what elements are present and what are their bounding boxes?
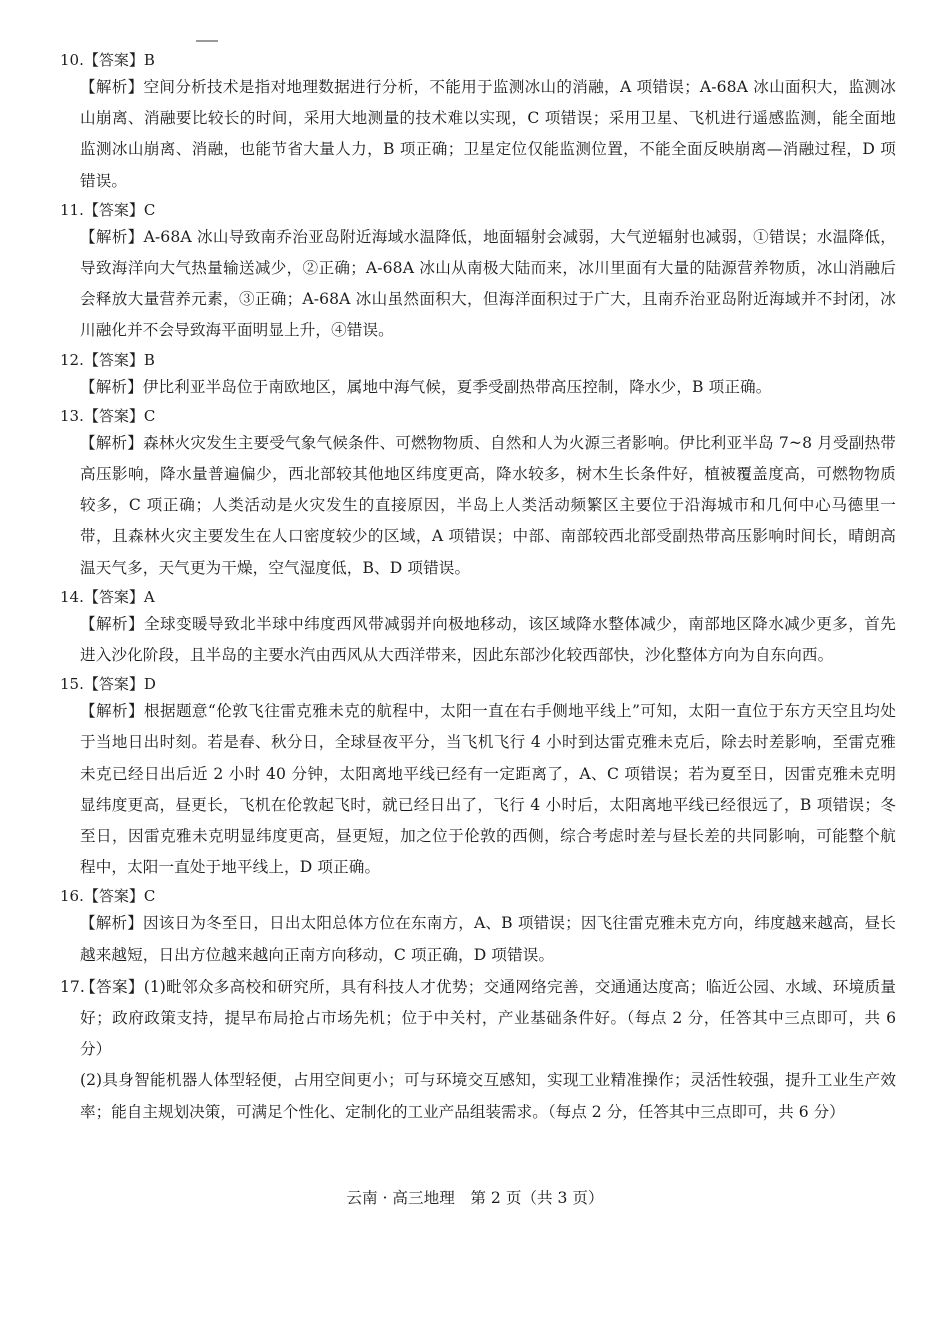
question-14 — [60, 585, 896, 672]
question-13 — [60, 404, 896, 585]
answer-line — [60, 198, 896, 222]
answer-text: 【答案】(1)毗邻众多高校和研究所，具有科技人才优势；交通网络完善，交通通达度高；临近公园、水域、环境质量好；政府政策支持，提早布局抢占市场先机；位于中关村，产业基础条件好。（每点 2 分，任答其中三点即可，共 6 分） — [80, 977, 896, 1059]
answer-line — [60, 404, 896, 428]
answer-text: 【答案】C — [83, 200, 156, 219]
question-15 — [60, 672, 896, 884]
answer-line — [60, 884, 896, 908]
question-number: 15. — [60, 675, 84, 694]
explanation-text: 【解析】因该日为冬至日，日出太阳总体方位在东南方，A、B 项错误；因飞往雷克雅未克方向，纬度越来越高，昼长越来越短，日出方位越来越向正南方向移动，C 项正确，D 项错误。 — [80, 914, 896, 964]
answer-text: 【答案】D — [83, 675, 156, 694]
answer-text: 【答案】C — [83, 406, 156, 425]
question-number: 10. — [60, 51, 84, 69]
explanation-text: 【解析】全球变暖导致北半球中纬度西风带减弱并向极地移动，该区域降水整体减少，南部地区降水减少更多，首先进入沙化阶段，且半岛的主要水汽由西风从大西洋带来，因此东部沙化较西部快，沙化整体方向为自东向西。 — [80, 614, 896, 665]
question-number: 14. — [60, 587, 84, 606]
explanation-text: 【解析】伊比利亚半岛位于南欧地区，属地中海气候，夏季受副热带高压控制，降水少，B 项正确。 — [80, 377, 772, 396]
answer-text: 【答案】C — [83, 887, 156, 906]
question-12 — [60, 348, 896, 404]
answer-line — [60, 585, 896, 609]
answer-text: 【答案】B — [83, 350, 155, 369]
explanation-text: 【解析】根据题意“伦敦飞往雷克雅未克的航程中，太阳一直在右手侧地平线上”可知，太阳一直位于东方天空且均处于当地日出时刻。若是春、秋分日，全球昼夜平分，当飞机飞行 4 小时到达雷克雅未克后，除去时差影响，至雷克雅未克已经日出后近 2 小时 40 分钟，太阳离地平线已经有一定距离了，A、C 项错误；若为夏至日，因雷克雅未克明显纬度更高，昼更长，飞机在伦敦起飞时，就已经日出了，飞行 4 小时后，太阳离地平线已经很远了，B 项错误；冬至日，因雷克雅未克明显纬度更高，昼更短，加之位于伦敦的西侧，综合考虑时差与昼长差的共同影响，可能整个航程中，太阳一直处于地平线上，D 项正确。 — [80, 702, 896, 877]
question-17 — [60, 972, 896, 1128]
explanation-text: 【解析】A-68A 冰山导致南乔治亚岛附近海域水温降低，地面辐射会减弱，大气逆辐射也减弱，①错误；水温降低，导致海洋向大气热量输送减少，②正确；A-68A 冰山从南极大陆而来，冰川里面有大量的陆源营养物质，冰山消融后会释放大量营养元素，③正确；A-68A 冰山虽然面积大，但海洋面积过于广大，且南乔治亚岛附近海域并不封闭，冰川融化并不会导致海平面明显上升，④错误。 — [80, 227, 896, 340]
question-number: 11. — [60, 200, 84, 219]
explanation-text: 【解析】空间分析技术是指对地理数据进行分析，不能用于监测冰山的消融，A 项错误；A-68A 冰山面积大，监测冰山崩离、消融要比较长的时间，采用大地测量的技术难以实现，C 项错误；采用卫星、飞机进行遥感监测，能全面地监测冰山崩离、消融，也能节省大量人力，B 项正确；卫星定位仅能监测位置，不能全面反映崩离—消融过程，D 项错误。 — [80, 78, 896, 190]
question-11 — [60, 198, 896, 348]
answer-line — [60, 672, 896, 696]
answer-content — [60, 48, 896, 1128]
question-16 — [60, 884, 896, 971]
answer-text: 【答案】B — [83, 51, 155, 69]
question-number: 16. — [60, 887, 84, 906]
page-footer: 云南 · 高三地理 第 2 页（共 3 页） — [346, 1189, 604, 1207]
answer-paragraph-2: (2)具身智能机器人体型轻便，占用空间更小；可与环境交互感知，实现工业精准操作；灵活性较强，提升工业生产效率；能自主规划决策，可满足个性化、定制化的工业产品组装需求。（每点 2 分，任答其中三点即可，共 6 分） — [80, 1071, 896, 1121]
question-number: 12. — [60, 350, 84, 369]
answer-paragraph-1 — [60, 972, 896, 1066]
answer-text: 【答案】A — [83, 587, 155, 606]
question-10 — [60, 48, 896, 198]
question-number: 17. — [60, 977, 85, 996]
answer-line — [60, 348, 896, 372]
explanation-text: 【解析】森林火灾发生主要受气象气候条件、可燃物物质、自然和人为火源三者影响。伊比利亚半岛 7~8 月受副热带高压影响，降水量普遍偏少，西北部较其他地区纬度更高，降水较多，树木生长条件好，植被覆盖度高，可燃物物质较多，C 项正确；人类活动是火灾发生的直接原因，半岛上人类活动频繁区主要位于沿海城市和几何中心马德里一带，且森林火灾主要发生在人口密度较少的区域，A 项错误；中部、南部较西北部受副热带高压影响时间长，晴朗高温天气多，天气更为干燥，空气湿度低，B、D 项错误。 — [80, 433, 896, 577]
answer-line — [60, 48, 896, 72]
scan-mark — [196, 40, 218, 42]
question-number: 13. — [60, 406, 84, 425]
